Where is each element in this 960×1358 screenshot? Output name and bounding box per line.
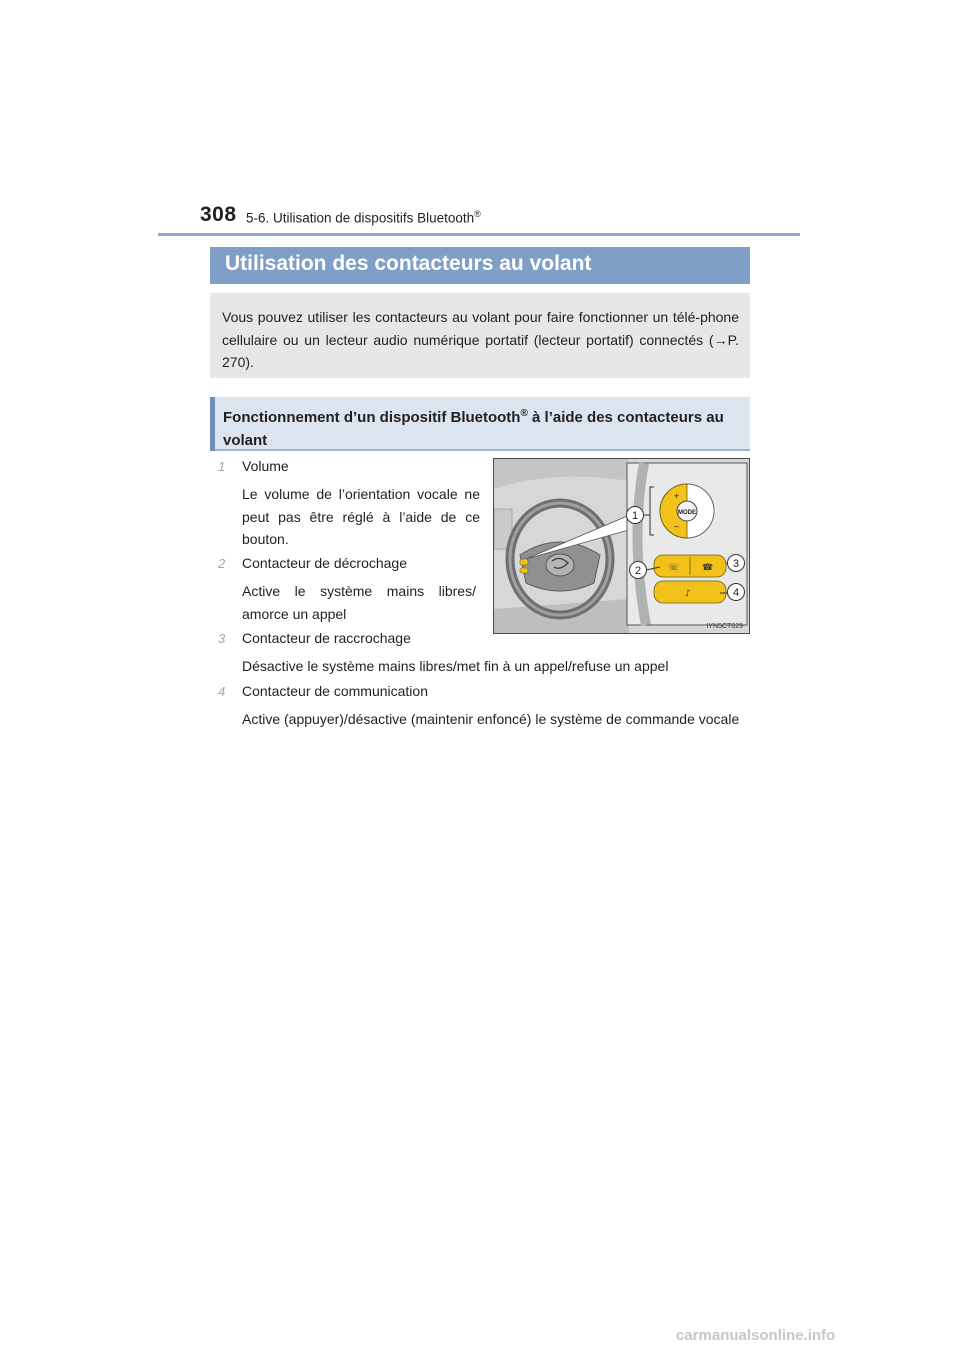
subsection-accent xyxy=(210,397,215,451)
item-title: Contacteur de communication xyxy=(242,683,428,699)
callout-2: 2 xyxy=(634,565,642,577)
intro-text: Vous pouvez utiliser les contacteurs au volant pour faire fonctionner un télé-phone cellulaire ou un lecteur audio numérique portatif (lecteur portatif) connectés (→P. 270). xyxy=(222,309,739,370)
watermark: carmanualsonline.info xyxy=(676,1327,836,1344)
item-number-badge: 1 xyxy=(218,459,226,474)
chapter-title xyxy=(246,209,481,226)
item-title: Contacteur de décrochage xyxy=(242,555,407,571)
svg-text:☎: ☎ xyxy=(702,563,714,573)
page-number: 308 xyxy=(200,203,237,226)
subsection-title-part2: à l’aide des contacteurs au volant xyxy=(223,409,724,449)
item-number-badge: 2 xyxy=(218,556,226,571)
subsection-title xyxy=(223,402,743,452)
section-title-bar xyxy=(210,247,750,284)
subsection-header xyxy=(210,397,750,451)
item-description: Active le système mains libres/ amorce un appel xyxy=(242,583,476,622)
callout-1: 1 xyxy=(631,510,639,522)
steering-switch-illustration xyxy=(493,458,750,634)
svg-text:+: + xyxy=(674,491,680,501)
switch-closeup-inset xyxy=(627,463,748,625)
registered-mark: ® xyxy=(520,408,528,419)
intro-box xyxy=(210,293,750,378)
item-number-badge: 4 xyxy=(218,684,226,699)
item-title: Contacteur de raccrochage xyxy=(242,630,411,646)
registered-mark: ® xyxy=(474,209,481,219)
section-title: Utilisation des contacteurs au volant xyxy=(225,252,592,275)
item-description: Active (appuyer)/désactive (maintenir enfoncé) le système de commande vocale xyxy=(242,711,740,727)
chapter-title-text: 5-6. Utilisation de dispositifs Bluetooth xyxy=(246,210,475,226)
header-rule xyxy=(158,233,800,236)
subsection-title-part1: Fonctionnement d’un dispositif Bluetooth xyxy=(223,409,521,426)
item-title: Volume xyxy=(242,458,289,474)
callout-4: 4 xyxy=(732,587,740,599)
item-number-badge: 3 xyxy=(218,631,226,646)
mode-label: MODE xyxy=(678,510,696,516)
callout-3: 3 xyxy=(732,558,740,570)
svg-text:–: – xyxy=(674,521,680,531)
svg-text:♪: ♪ xyxy=(685,589,691,599)
item-description: Le volume de l’orientation vocale ne peut pas être réglé à l’aide de ce bouton. xyxy=(242,486,480,547)
steering-wheel-drawing xyxy=(494,459,749,633)
figure-code: IYN5CT029 xyxy=(706,623,743,630)
item-description: Désactive le système mains libres/met fin à un appel/refuse un appel xyxy=(242,658,669,674)
svg-text:☏: ☏ xyxy=(668,563,680,573)
